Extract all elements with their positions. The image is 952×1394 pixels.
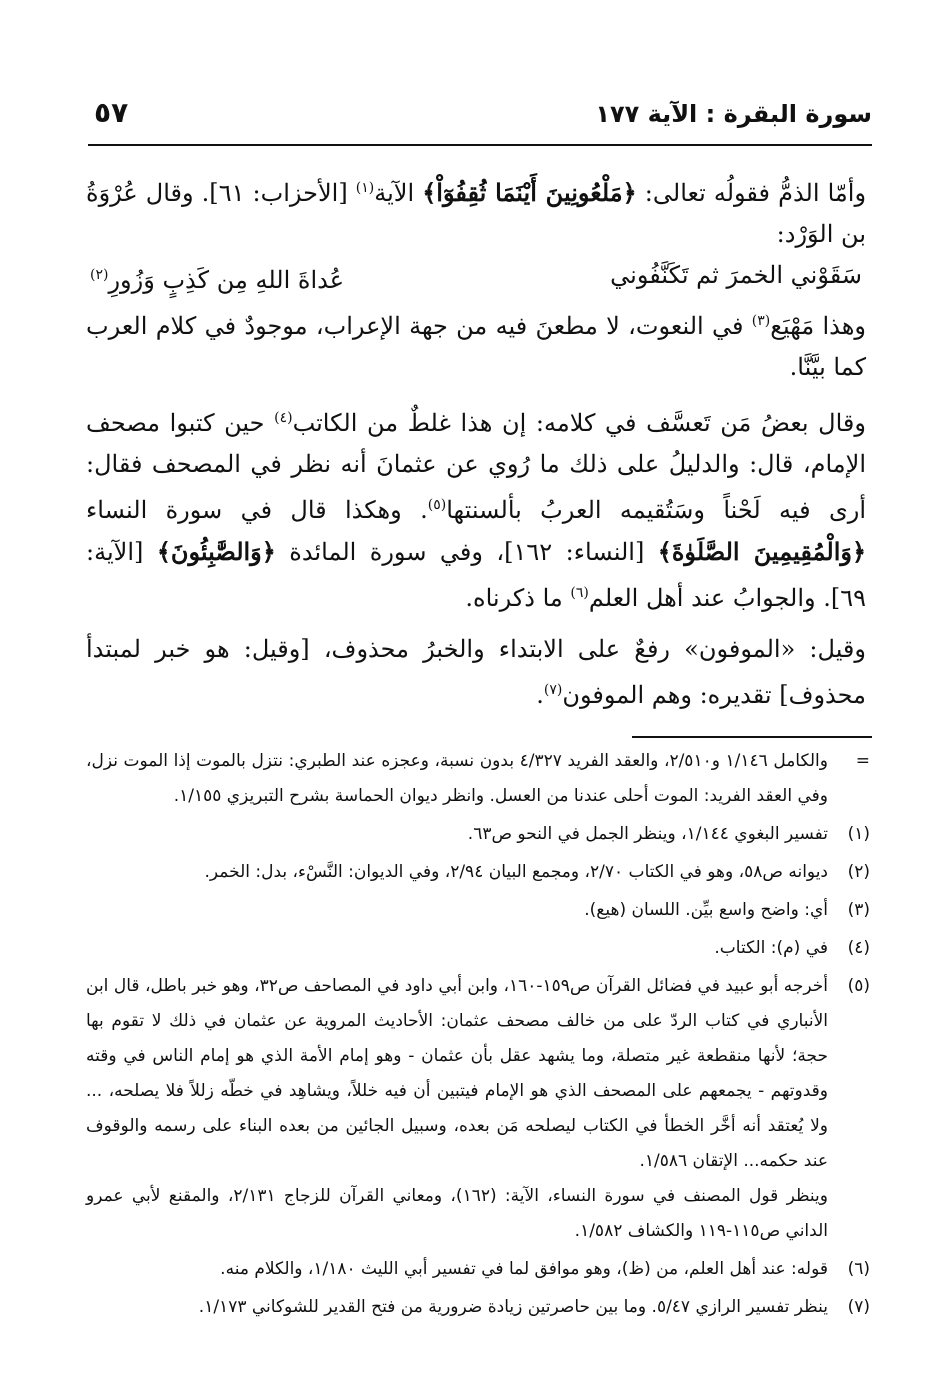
paragraph-3 xyxy=(86,398,866,619)
footnote-paragraph: قوله: عند أهل العلم، من (ظ)، وهو موافق لما في تفسير أبي الليث ١/١٨٠، والكلام منه. xyxy=(220,1259,828,1279)
text-run: [الآية: ٦٩]. والجوابُ عند أهل العلم xyxy=(86,538,866,612)
footnote-marker: (٣) xyxy=(847,900,870,920)
footnote xyxy=(86,1252,870,1287)
footnote-ref: (٧) xyxy=(543,682,563,698)
footnote-separator xyxy=(632,736,872,738)
footnote xyxy=(86,1290,870,1325)
page-number: ٥٧ xyxy=(94,96,129,129)
footnote-text xyxy=(86,969,828,1249)
text-run: عُداةَ اللهِ مِن كَذِبٍ وَزُورِ xyxy=(108,266,345,294)
text-run: [الأحزاب: ٦١]. وقال عُرْوَةُ بن الوَرْد: xyxy=(86,179,866,248)
text-run: وقال بعضُ مَن تَعسَّف في كلامه: إن هذا غلطٌ من الكاتب xyxy=(292,409,866,437)
footnote-marker: (٦) xyxy=(847,1259,870,1279)
footnote-marker: (٧) xyxy=(847,1297,870,1317)
footnote-marker: (١) xyxy=(847,824,870,844)
footnote-ref: (٦) xyxy=(570,585,589,601)
footnote-text xyxy=(86,1252,828,1287)
quran-quote: ﴿مَلْعُونِينَ أَيْنَمَا ثُقِفُوٓاْ﴾ xyxy=(422,178,637,207)
footnote-ref: (٤) xyxy=(274,410,293,426)
footnote-text xyxy=(86,931,828,966)
footnote-paragraph: ديوانه ص٥٨، وهو في الكتاب ٢/٧٠، ومجمع البيان ٢/٩٤، وفي الديوان: النَّسْء، بدل: الخمر. xyxy=(204,862,828,882)
footnote-paragraph: في (م): الكتاب. xyxy=(714,938,828,958)
footnote-paragraph: أخرجه أبو عبيد في فضائل القرآن ص١٥٩-١٦٠، وابن أبي داود في المصاحف ص٣٢، وهو خبر باطل، قال ابن الأنباري في كتاب الردّ على من خالف مصحف عثمان: الأحاديث المروية عن عثمان في ذلك لا تقوم بها حجة؛ لأنها منقطعة غير متصلة، وما يشهد عقل بأن عثمان - وهو إمام الأمة الذي هو إمام الناس في وقته وقدوتهم - يجمعهم على المصحف الذي هو الإمام فيتبين أن فيه خللاً، ويشاهِد في خطّه زللاً فلا يصلحه، ... ولا يُعتقد أنه أخَّر الخطأ في الكتاب ليصلحه مَن بعده، وسبيل الجائين من بعده البناء على رسمه والوقوف عند حكمه... الإتقان ١/٥٨٦. xyxy=(86,976,828,1171)
quran-quote: ﴿وَالصَّٰبِئُونَ﴾ xyxy=(156,537,276,566)
verse-first-hemistich: سَقَوْني الخمرَ ثم تَكَنَّفُوني xyxy=(610,261,862,289)
text-run: حين كتبوا مصحف الإمام، قال: والدليلُ على ذلك ما رُوي عن عثمانَ أنه نظر في المصحف فقال: أرى فيه لَحْناً وسَتُقيمه العربُ بألسنتها xyxy=(86,409,867,524)
footnote-paragraph: وينظر قول المصنف في سورة النساء، الآية: (١٦٢)، ومعاني القرآن للزجاج ٢/١٣١، والمقنع لأبي عمرو الداني ص١١٥-١١٩ والكشاف ١/٥٨٢. xyxy=(86,1186,829,1241)
paragraph-1 xyxy=(86,168,866,255)
footnotes xyxy=(86,744,870,1328)
footnote-text xyxy=(86,817,828,852)
footnote-ref: (٥) xyxy=(427,497,447,513)
text-run: الآية xyxy=(374,179,423,207)
text-run: وقيل: «الموفون» رفعٌ على الابتداء والخبرُ محذوف، [وقيل: هو خبر لمبتدأ محذوف] تقديره: وهم الموفون xyxy=(86,635,866,709)
footnote-marker: = xyxy=(855,751,870,771)
footnote-marker: (٥) xyxy=(847,976,870,996)
page-header xyxy=(88,88,872,146)
text-run: [النساء: ١٦٢]، وفي سورة المائدة xyxy=(275,538,658,566)
text-run: وهذا مَهْيَع xyxy=(770,312,866,340)
main-text xyxy=(86,168,866,716)
text-run: ما ذكرناه. xyxy=(465,584,571,612)
paragraph-4 xyxy=(86,629,866,716)
text-run: . xyxy=(536,681,544,709)
footnote-paragraph: ينظر تفسير الرازي ٥/٤٧. وما بين حاصرتين زيادة ضرورية من فتح القدير للشوكاني ١/١٧٣. xyxy=(198,1297,828,1317)
running-title: سورة البقرة : الآية ١٧٧ xyxy=(595,100,872,128)
footnote xyxy=(86,969,870,1249)
footnote-ref: (١) xyxy=(355,180,375,196)
text-run: في النعوت، لا مطعنَ فيه من جهة الإعراب، موجودٌ في كلام العرب كما بيَّنَّا. xyxy=(86,312,866,381)
footnote-paragraph: تفسير البغوي ١/١٤٤، وينظر الجمل في النحو ص٦٣. xyxy=(467,824,828,844)
poetry-verse xyxy=(86,255,866,301)
footnote-marker: (٢) xyxy=(847,862,870,882)
footnote-marker: (٤) xyxy=(847,938,870,958)
footnote-ref: (٣) xyxy=(751,313,771,329)
footnote-text xyxy=(86,855,828,890)
footnote-text xyxy=(86,1290,828,1325)
footnote xyxy=(86,931,870,966)
footnote xyxy=(86,855,870,890)
footnote-text xyxy=(86,744,828,814)
text-run: . وهكذا قال في سورة النساء xyxy=(86,496,428,524)
text-run: وأمّا الذمُّ فقولُه تعالى: xyxy=(636,179,867,207)
footnote-ref: (٢) xyxy=(90,267,109,283)
footnote-paragraph: أي: واضح واسع بيِّن. اللسان (هيع). xyxy=(584,900,828,920)
footnote xyxy=(86,744,870,814)
paragraph-2 xyxy=(86,301,866,388)
footnote-paragraph: والكامل ١/١٤٦ و٢/٥١٠، والعقد الفريد ٤/٣٢٧ بدون نسبة، وعجزه عند الطبري: نتزل بالموت إذا الموت نزل، وفي العقد الفريد: الموت أحلى عندنا من العسل. وانظر ديوان الحماسة بشرح التبريزي ١/١٥٥. xyxy=(86,751,828,806)
footnote-text xyxy=(86,893,828,928)
verse-second-hemistich xyxy=(86,255,348,301)
footnote xyxy=(86,893,870,928)
footnote xyxy=(86,817,870,852)
quran-quote: ﴿وَالْمُقِيمِينَ الصَّلَوٰةَ﴾ xyxy=(657,537,867,566)
